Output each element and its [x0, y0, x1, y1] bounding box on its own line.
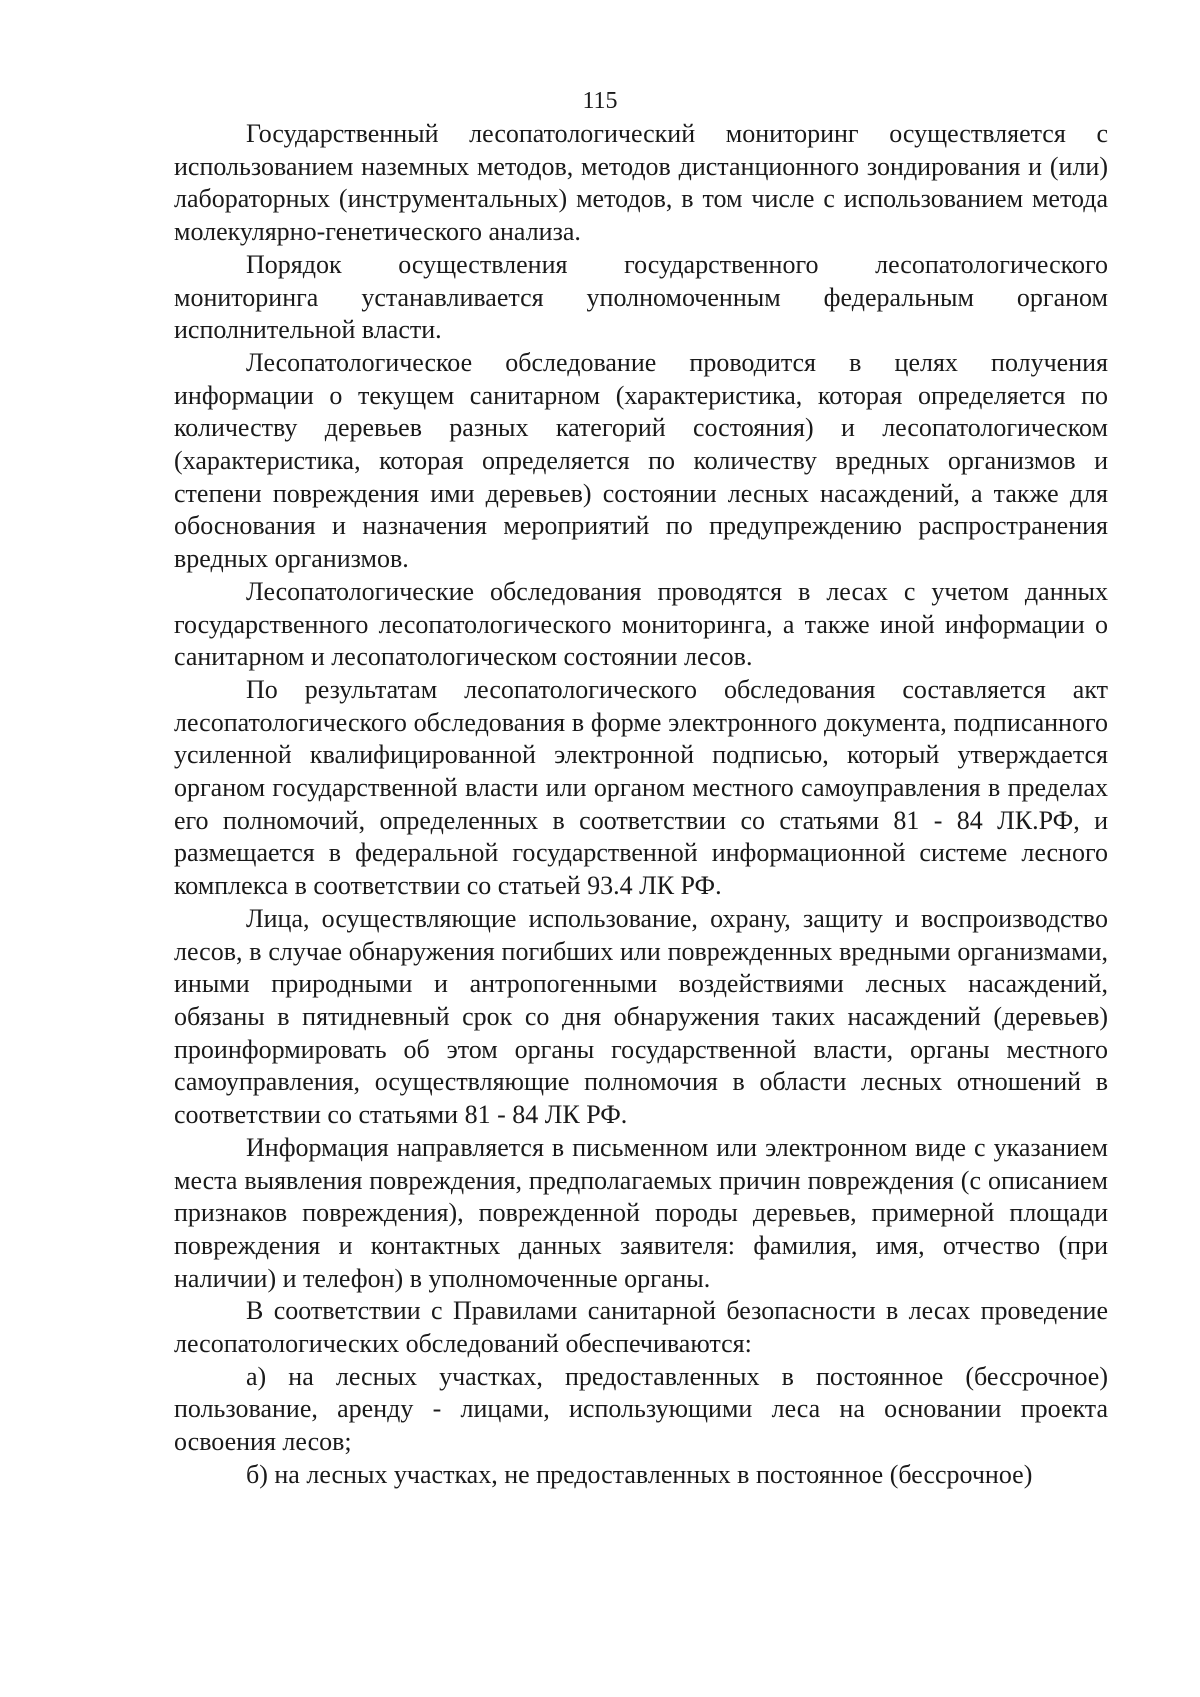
paragraph-monitoring-methods: Государственный лесопатологический мониторинг осуществляется с использованием наземных методов, методов дистанционного зондирования и (или) лабораторных (инструментальных) методов, в том числе с использованием метода молекулярно-генетического анализа. — [174, 119, 1108, 247]
paragraph-survey-basis: Лесопатологические обследования проводятся в лесах с учетом данных государственного лесопатологического мониторинга, а также иной информации о санитарном и лесопатологическом состоянии лесов. — [174, 576, 1108, 672]
paragraph-item-a: а) на лесных участках, предоставленных в постоянное (бессрочное) пользование, аренду - лицами, использующими леса на основании проекта освоения лесов; — [174, 1361, 1108, 1457]
paragraph-monitoring-procedure: Порядок осуществления государственного лесопатологического мониторинга устанавливается уполномоченным федеральным органом исполнительной власти. — [174, 249, 1108, 345]
document-body — [174, 118, 1108, 1492]
paragraph-survey-purpose: Лесопатологическое обследование проводится в целях получения информации о текущем санитарном (характеристика, которая определяется по количеству деревьев разных категорий состояния) и лесопатологическом (характеристика, которая определяется по количеству вредных организмов и степени повреждения ими деревьев) состоянии лесных насаждений, а также для обоснования и назначения мероприятий по предупреждению распространения вредных организмов. — [174, 347, 1108, 574]
paragraph-information-content: Информация направляется в письменном или электронном виде с указанием места выявления повреждения, предполагаемых причин повреждения (с описанием признаков повреждения), поврежденной породы деревьев, примерной площади повреждения и контактных данных заявителя: фамилия, имя, отчество (при наличии) и телефон) в уполномоченные органы. — [174, 1132, 1108, 1293]
page-number: 115 — [582, 88, 618, 114]
paragraph-sanitary-rules: В соответствии с Правилами санитарной безопасности в лесах проведение лесопатологических обследований обеспечиваются: — [174, 1296, 1108, 1359]
paragraph-item-b: б) на лесных участках, не предоставленных в постоянное (бессрочное) — [246, 1459, 1033, 1489]
paragraph-survey-act: По результатам лесопатологического обследования составляется акт лесопатологического обследования в форме электронного документа, подписанного усиленной квалифицированной электронной подписью, который утверждается органом государственной власти или органом местного самоуправления в пределах его полномочий, определенных в соответствии со статьями 81 - 84 ЛК.РФ, и размещается в федеральной государственной информационной системе лесного комплекса в соответствии со статьей 93.4 ЛК РФ. — [174, 674, 1108, 901]
paragraph-reporting-duty: Лица, осуществляющие использование, охрану, защиту и воспроизводство лесов, в случае обнаружения погибших или поврежденных вредными организмами, иными природными и антропогенными воздействиями лесных насаждений, обязаны в пятидневный срок со дня обнаружения таких насаждений (деревьев) проинформировать об этом органы государственной власти, органы местного самоуправления, осуществляющие полномочия в области лесных отношений в соответствии со статьями 81 - 84 ЛК РФ. — [174, 903, 1108, 1130]
